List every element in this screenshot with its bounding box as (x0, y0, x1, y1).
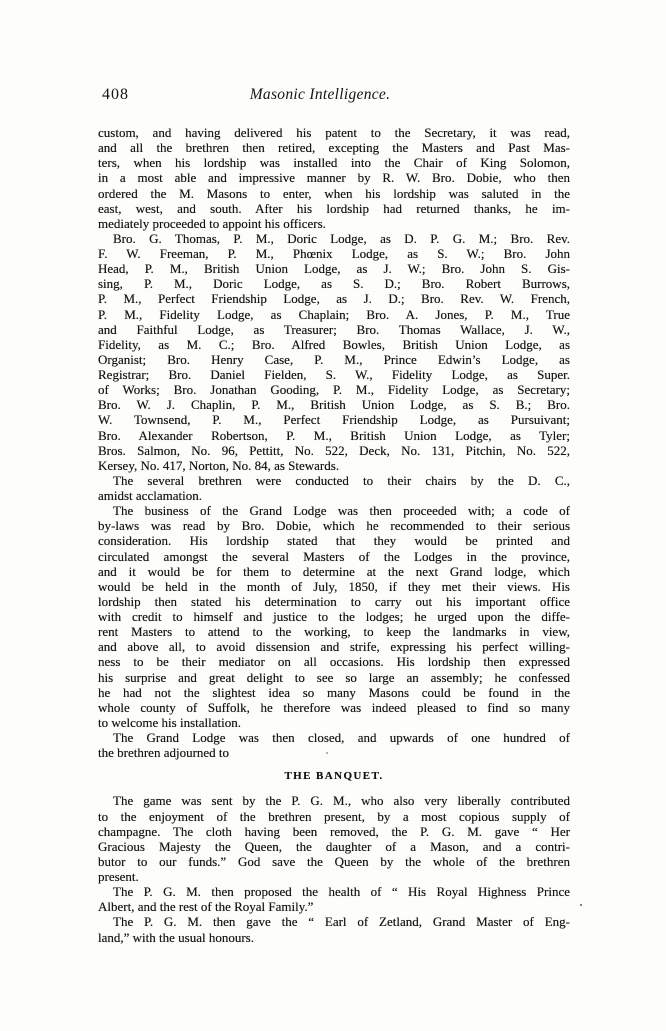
page-header (98, 86, 572, 108)
text-line: his surprise and great delight to see so large an assembly; he confessed (98, 669, 570, 685)
text-line: ordered the M. Masons to enter, when his lordship was saluted in the (98, 185, 570, 201)
text-line: the brethren adjourned to (98, 745, 230, 761)
text-line: The P. G. M. then proposed the health of “ His Royal Highness Prince (113, 884, 570, 900)
text-line: The several brethren were conducted to their chairs by the D. C., (113, 472, 570, 488)
text-line: Head, P. M., British Union Lodge, as J. W.; Bro. John S. Gis- (98, 261, 570, 277)
text-line: circulated amongst the several Masters of the Lodges in the province, (98, 548, 570, 564)
text-line: in a most able and impressive manner by R. W. Bro. Dobie, who then (98, 170, 570, 186)
text-line: to welcome his installation. (98, 714, 241, 730)
paragraph (98, 473, 570, 503)
text-line: Organist; Bro. Henry Case, P. M., Prince Edwin’s Lodge, as (98, 351, 570, 367)
text-line: and Faithful Lodge, as Treasurer; Bro. Thomas Wallace, J. W., (98, 321, 570, 337)
text-line: Bros. Salmon, No. 96, Pettitt, No. 522, Deck, No. 131, Pitchin, No. 522, (98, 442, 570, 458)
paragraph (98, 793, 570, 884)
text-line: ness to be their mediator on all occasions. His lordship then expressed (98, 654, 570, 670)
text-line: sing, P. M., Doric Lodge, as S. D.; Bro. Robert Burrows, (98, 276, 570, 292)
text-line: and all the brethren then retired, excepting the Masters and Past Mas- (98, 140, 570, 156)
text-line: amidst acclamation. (98, 488, 202, 503)
text-line: The Grand Lodge was then closed, and upwards of one hundred of (113, 730, 570, 745)
text-line: Fidelity, as M. C.; Bro. Alfred Bowles, British Union Lodge, as (98, 336, 570, 352)
text-line: he had not the slightest idea so many Masons could be found in the (98, 684, 570, 700)
text-line: with credit to himself and justice to the lodges; he urged upon the diffe- (98, 609, 570, 624)
text-line: Albert, and the rest of the Royal Family.” (98, 899, 314, 915)
text-line: consideration. His lordship stated that they would be printed and (98, 533, 570, 549)
text-line: and above all, to avoid dissension and strife, expressing his perfect willing- (98, 639, 570, 655)
text-line: rent Masters to attend to the working, to keep the landmarks in view, (98, 624, 570, 640)
scan-speck (580, 904, 582, 906)
text-line: present. (98, 869, 139, 884)
paragraph (98, 125, 570, 231)
text-line: by-laws was read by Bro. Dobie, which he recommended to their serious (98, 518, 570, 534)
text-line: butor to our funds.” God save the Queen by the whole of the brethren (98, 853, 570, 869)
text-line: lordship then stated his determination to carry out his important office (98, 593, 570, 609)
text-line: The P. G. M. then gave the “ Earl of Zetland, Grand Master of Eng- (113, 914, 570, 930)
section-heading: THE BANQUET. (284, 770, 384, 783)
paragraph (98, 914, 570, 944)
paragraph (98, 884, 570, 914)
text-line: custom, and having delivered his patent to the Secretary, it was read, (98, 125, 570, 140)
text-line: land,” with the usual honours. (98, 929, 254, 945)
text-line: Bro. W. J. Chaplin, P. M., British Union Lodge, as S. B.; Bro. (98, 397, 570, 413)
text-line: P. M., Perfect Friendship Lodge, as J. D.; Bro. Rev. W. French, (98, 291, 570, 307)
text-line: Registrar; Bro. Daniel Fielden, S. W., Fidelity Lodge, as Super. (98, 367, 570, 382)
body-text (98, 125, 570, 945)
text-line: ters, when his lordship was installed into the Chair of King Solomon, (98, 155, 570, 171)
text-line: and it would be for them to determine at the next Grand lodge, which (98, 563, 570, 579)
text-line: Kersey, No. 417, Norton, No. 84, as Stewards. (98, 457, 340, 473)
paragraph (98, 730, 570, 760)
text-line: to the enjoyment of the brethren present, by a most copious supply of (98, 808, 570, 824)
text-line: whole county of Suffolk, he therefore was indeed pleased to find so many (98, 699, 570, 715)
text-line: Gracious Majesty the Queen, the daughter of a Mason, and a contri- (98, 838, 570, 854)
text-line: champagne. The cloth having been removed, the P. G. M. gave “ Her (98, 823, 570, 839)
running-title: Masonic Intelligence. (249, 86, 391, 103)
text-line: of Works; Bro. Jonathan Gooding, P. M., Fidelity Lodge, as Secretary; (98, 382, 570, 398)
scan-speck (326, 752, 328, 754)
text-line: east, west, and south. After his lordship had returned thanks, he im- (98, 200, 570, 216)
text-line: would be held in the month of July, 1850, if they met their views. His (98, 578, 570, 594)
text-line: P. M., Fidelity Lodge, as Chaplain; Bro. A. Jones, P. M., True (98, 306, 570, 322)
text-line: The business of the Grand Lodge was then proceeded with; a code of (113, 503, 570, 519)
page-number: 408 (102, 86, 129, 103)
text-line: W. Townsend, P. M., Perfect Friendship Lodge, as Pursuivant; (98, 412, 570, 428)
text-line: Bro. Alexander Robertson, P. M., British Union Lodge, as Tyler; (98, 427, 570, 443)
text-line: mediately proceeded to appoint his officers. (98, 215, 326, 231)
paragraph (98, 503, 570, 730)
text-line: F. W. Freeman, P. M., Phœnix Lodge, as S. W.; Bro. John (98, 246, 570, 261)
paragraph (98, 231, 570, 473)
text-line: The game was sent by the P. G. M., who also very liberally contributed (113, 793, 570, 809)
text-line: Bro. G. Thomas, P. M., Doric Lodge, as D. P. G. M.; Bro. Rev. (113, 230, 570, 246)
